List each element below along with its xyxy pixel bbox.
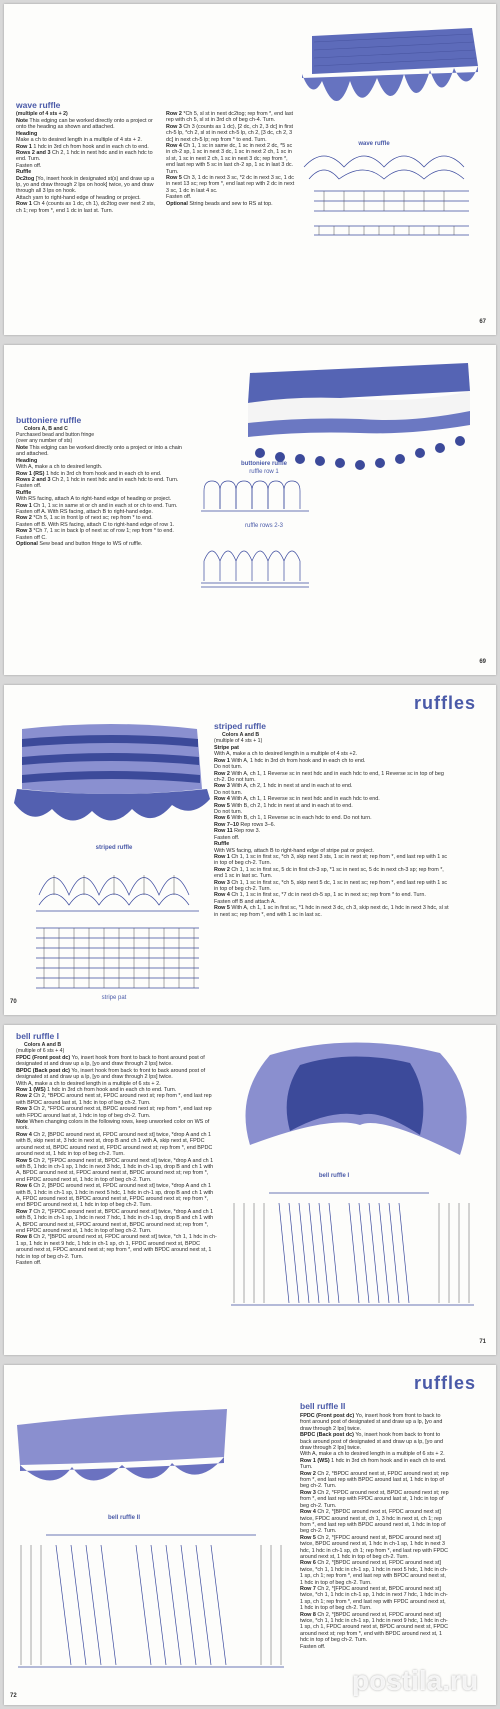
instruction-text: Ch 2, *[FPDC around next st, BPDC around next st] twice, BPDC around next st, 1 hdc in ch-1 sp, 1 hdc in next 3 hdc, 1 hdc in ch-1 sp, ch 1; rep from *, end last rep with FPDC around next st, 1 hdc in top of beg ch-2. Turn. bbox=[300, 1534, 449, 1560]
instruction-text: Ch 2, *BPDC around next st, FPDC around next st; rep from *, end last rep with BPDC around last st, 1 hdc in top of beg ch-2. Turn. bbox=[300, 1470, 449, 1490]
instruction-key: BPDC (Back post dc) bbox=[16, 1067, 70, 1074]
instruction-key: Row 5 bbox=[300, 1534, 316, 1541]
instruction-text: Ch 2, *[FPDC around next st, BPDC around next st] twice, *ch 1, 1 hdc in ch-1 sp, 1 hdc in next 7 hdc, 1 hdc in ch-1 sp, ch 1; rep from *, end last rep with FPDC around next st, 1 hdc in top of beg ch-2. Turn. bbox=[300, 1585, 448, 1612]
instruction-key: Row 2 bbox=[16, 1093, 32, 1100]
instruction-key: Note bbox=[16, 1119, 28, 1126]
instruction-key: Row 2 bbox=[16, 515, 32, 522]
instruction-text: With A, make a ch to desired length in a multiple of 4 sts +2. bbox=[214, 751, 358, 758]
page-72 bbox=[4, 1365, 496, 1705]
wave-ruffle-diagram bbox=[304, 151, 476, 241]
instruction-line bbox=[214, 854, 452, 867]
instruction-key: Row 11 bbox=[214, 828, 233, 835]
striped-ruffle-title: striped ruffle bbox=[214, 721, 266, 731]
page-69 bbox=[4, 345, 496, 675]
bell1-diagram-label: bell ruffle I bbox=[318, 1173, 350, 1179]
instruction-text: With A, ch 1, 1 Reverse sc in next hdc and in each hdc to end. bbox=[229, 796, 380, 803]
instruction-text: Fasten off. bbox=[16, 1260, 42, 1266]
instruction-line bbox=[16, 1260, 218, 1266]
page-number: 67 bbox=[479, 319, 486, 325]
bell-ruffle-1-photo bbox=[240, 1035, 476, 1165]
instruction-line bbox=[16, 1093, 218, 1106]
buttoniere-rows23-label: ruffle rows 2-3 bbox=[245, 523, 283, 529]
bell-ruffle-1-diagram bbox=[229, 1183, 479, 1313]
instruction-text: Ch 2, *FPDC around next st, BPDC around next st; rep from *, end last rep with FPDC around last st, 1 hdc in top of beg ch-2. Turn. bbox=[16, 1106, 212, 1119]
instruction-line bbox=[166, 201, 296, 207]
instruction-key: Row 5 bbox=[16, 1157, 32, 1164]
instruction-text: 1 hdc in 3rd ch from hook and in each ch to end. bbox=[31, 143, 149, 150]
instruction-text: Ch 2, *[BPDC around next st, FPDC around next st] twice, *ch 1, 1 hdc in ch-1 sp, 1 hdc in next 9 hdc, 1 hdc in ch-1 sp, ch 1, FPDC around next st, BPDC around next st, FPDC around next st; rep from *, end with BPDC around next st, 1 hdc in top of beg ch-2. Turn. bbox=[300, 1611, 449, 1644]
instruction-text: Fasten off A. With RS facing, attach B to right-hand edge. bbox=[16, 509, 153, 516]
instruction-text: *Ch 7, 1 sc in back lp of next sc of row 1; rep from * to end. bbox=[31, 528, 174, 535]
bell-ruffle-2-title: bell ruffle II bbox=[300, 1401, 346, 1411]
instruction-line bbox=[16, 1055, 218, 1068]
instruction-line bbox=[166, 124, 296, 143]
instruction-text: Yo, insert hook from back to front to back around post of designated st and draw up a lp, [yo and draw through 2 lps] twice. bbox=[300, 1432, 443, 1452]
instruction-text: With B, ch 1, 1 Reverse sc in each hdc to end. Do not turn. bbox=[229, 815, 372, 822]
instruction-text: Rep rows 3–6. bbox=[238, 821, 276, 828]
bell-ruffle-2-photo bbox=[12, 1405, 232, 1495]
striped-diagram-label: striped ruffle bbox=[95, 845, 133, 851]
instruction-key: Row 5 bbox=[214, 905, 230, 912]
bell1-sts: (multiple of 6 sts + 4) bbox=[16, 1048, 65, 1054]
instruction-text: Fasten off B and attach A. bbox=[214, 898, 276, 905]
instruction-text: Fasten off. bbox=[16, 162, 42, 169]
instruction-text: With A, 1 hdc in 3rd ch from hook and in each ch to end. bbox=[229, 757, 366, 764]
instruction-text: Rep row 3. bbox=[232, 828, 261, 835]
instruction-key: Row 3 bbox=[16, 1106, 32, 1113]
instruction-line bbox=[166, 175, 296, 194]
instruction-key: Row 8 bbox=[16, 1234, 32, 1241]
wave-ruffle-title: wave ruffle bbox=[16, 100, 61, 110]
instruction-key: Row 1 bbox=[214, 757, 230, 764]
wave-ruffle-photo bbox=[292, 26, 482, 126]
instruction-line bbox=[16, 1106, 218, 1119]
page-67 bbox=[4, 4, 496, 335]
instruction-line bbox=[16, 541, 192, 547]
buttoniere-sts: (over any number of sts) bbox=[16, 438, 73, 444]
instruction-text: With RS facing, attach A to right-hand edge of heading or project. bbox=[16, 496, 172, 503]
instruction-text: Fasten off C. bbox=[16, 534, 47, 541]
page-71 bbox=[4, 1025, 496, 1355]
page-number: 71 bbox=[479, 1339, 486, 1345]
instruction-text: With WS facing, attach B to right-hand edge of stripe pat or project. bbox=[214, 847, 375, 854]
instruction-line bbox=[16, 176, 158, 195]
wave-ruffle-subtitle: (multiple of 4 sts + 2) bbox=[16, 111, 68, 117]
instruction-text: Attach yarn to right-hand edge of heading or project. bbox=[16, 194, 141, 201]
instruction-key: Rows 2 and 3 bbox=[16, 477, 51, 484]
instruction-key: Note bbox=[16, 118, 28, 124]
bell-ruffle-2-diagram bbox=[16, 1525, 286, 1675]
instruction-text: With A, ch 1, 1 sc in first sc, *1 hdc in next 3 dc, ch 3, skip next dc, 1 hdc in next 3 hdc, sl st in next sc; rep from *, end with 1 sc in last sc. bbox=[214, 905, 449, 918]
instruction-key: Rows 2 and 3 bbox=[16, 150, 51, 157]
instruction-text: Ch 2, 1 hdc in next hdc and in each hdc to end. Turn. bbox=[16, 150, 153, 163]
instruction-key: Row 6 bbox=[214, 815, 230, 822]
bell1-colors: Colors A and B bbox=[24, 1042, 62, 1048]
instruction-key: Stripe pat bbox=[214, 745, 239, 751]
buttoniere-colors: Colors A, B and C bbox=[24, 426, 68, 432]
instruction-key: Row 4 bbox=[16, 1131, 32, 1138]
instruction-line bbox=[300, 1560, 450, 1586]
page-70 bbox=[4, 685, 496, 1015]
striped-ruffle-diagram bbox=[34, 855, 204, 915]
instruction-text: Ch 2, [BPDC around next st, FPDC around next st] twice, *drop A and ch 1 with B, 1 hdc in ch-1 sp, 1 hdc in next 5 hdc, 1 hdc in ch-1 sp, drop B and ch 1 with A, FPDC around next st, BPDC around next st, FPDC around next st; rep from *, end BPDC around next st, 1 hdc in top of beg ch-2. Turn. bbox=[16, 1183, 214, 1209]
instruction-key: Row 7 bbox=[300, 1585, 316, 1592]
instruction-key: Row 1 (RS) bbox=[16, 470, 45, 477]
instruction-text: Ch 2, *[BPDC around next st, FPDC around next st] twice, *ch 1, 1 hdc in ch-1 sp, 1 hdc in next 9 hdc, 1 hdc in ch-1 sp, ch 1, FPDC around next st, BPDC around next st, FPDC around next st; rep from *, end with BPDC around next st, 1 hdc in top of beg ch-2. Turn. bbox=[16, 1234, 217, 1260]
buttoniere-ruffle-title: buttoniere ruffle bbox=[16, 415, 82, 425]
instruction-line bbox=[300, 1644, 450, 1650]
instruction-key: Row 3 bbox=[214, 783, 230, 790]
page-number: 69 bbox=[479, 659, 486, 665]
instruction-key: BPDC (Back post dc) bbox=[300, 1432, 354, 1439]
instruction-key: Row 3 bbox=[214, 879, 230, 886]
instruction-key: Optional bbox=[16, 541, 38, 548]
striped-ruffle-photo bbox=[12, 719, 212, 839]
instruction-key: Row 5 bbox=[166, 175, 182, 182]
instruction-line bbox=[16, 201, 158, 214]
instruction-text: Ch 2, 1 hdc in next hdc and in each hdc to end. Turn. bbox=[50, 477, 179, 484]
instruction-key: FPDC (Front post dc) bbox=[16, 1055, 71, 1061]
instruction-line bbox=[214, 905, 452, 918]
instruction-text: Ch 1, 1 sc in first sc, *7 dc in next ch-5 sp, 1 sc in next sc; rep from * to end. Turn. bbox=[229, 892, 426, 899]
instruction-key: Row 6 bbox=[16, 1183, 32, 1190]
instruction-text: With B, ch 2, 1 hdc in next st and in each st to end. bbox=[229, 802, 353, 809]
instruction-line bbox=[166, 143, 296, 175]
instruction-key: Row 4 bbox=[214, 892, 230, 899]
instruction-text: Ch 3 (counts as 1 dc), [2 dc, ch 2, 3 dc] in first ch-5 lp, *ch 2, sl st in next ch-5 lp, ch 2, [3 dc, ch 2, 3 dc] in next ch-5 lp; rep from * to end. Turn. bbox=[166, 123, 294, 143]
instruction-line bbox=[300, 1509, 450, 1535]
instruction-line bbox=[16, 118, 158, 131]
instruction-key: Ruffle bbox=[16, 169, 32, 176]
instruction-key: Row 1 (WS) bbox=[300, 1457, 330, 1464]
instruction-text: Ch 1, 1 sc in first sc, 5 dc in first ch-3 sp, *1 sc in next sc, 5 dc in next ch-3 sp; rep from *, end 1 sc in last sc. Turn. bbox=[214, 866, 444, 880]
instruction-key: Row 4 bbox=[300, 1509, 316, 1516]
instruction-key: Row 7–10 bbox=[214, 821, 239, 828]
instruction-text: Do not turn. bbox=[214, 764, 243, 771]
instruction-text: This edging can be worked directly onto a project or onto the heading as shown and attached. bbox=[16, 118, 153, 131]
buttoniere-diagram-label: buttoniere ruffle bbox=[241, 461, 287, 467]
watermark: postila.ru bbox=[351, 1665, 478, 1696]
instruction-line bbox=[300, 1471, 450, 1490]
instruction-line bbox=[214, 771, 452, 784]
instruction-key: Row 2 bbox=[214, 770, 230, 777]
instruction-key: Row 1 bbox=[16, 201, 32, 208]
instruction-line bbox=[300, 1586, 450, 1612]
instruction-key: Row 1 bbox=[214, 853, 230, 860]
instruction-line bbox=[16, 1183, 218, 1209]
buttoniere-rows23-diagram bbox=[199, 531, 319, 591]
instruction-line bbox=[300, 1490, 450, 1509]
instruction-key: Row 2 bbox=[166, 111, 182, 117]
bell2-right-column bbox=[300, 1413, 450, 1650]
stripe-pat-diagram bbox=[34, 923, 204, 993]
instruction-line bbox=[300, 1612, 450, 1644]
instruction-line bbox=[300, 1458, 450, 1471]
instruction-key: Row 7 bbox=[16, 1208, 32, 1215]
buttoniere-row1-label: ruffle row 1 bbox=[249, 469, 279, 475]
instruction-line bbox=[300, 1432, 450, 1451]
instruction-text: Fasten off B. With RS facing, attach C to right-hand edge of row 1. bbox=[16, 521, 175, 528]
instruction-text: Yo, insert hook from front to back to front around post of designated st and draw up a lp, [yo and draw through 2 lps] twice. bbox=[300, 1413, 443, 1432]
instruction-key: Optional bbox=[166, 200, 188, 207]
wave-ruffle-right-column bbox=[166, 111, 296, 207]
instruction-line bbox=[166, 111, 296, 124]
instruction-text: Ch 2, *[BPDC around next st, FPDC around next st] twice, FPDC around next st, ch 1, 3 hdc in next st, ch 1; rep from *, end last rep with BPDC around next st, 1 hdc in top of beg ch-2. Turn. bbox=[300, 1509, 446, 1535]
instruction-line bbox=[16, 1209, 218, 1235]
instruction-text: Ch 2, *FPDC around next st, BPDC around next st; rep from *, end last rep with FPDC around last st, 1 hdc in top of beg ch-2. Turn. bbox=[300, 1489, 449, 1509]
instruction-line bbox=[16, 1132, 218, 1158]
instruction-text: With A, ch 2, 1 hdc in next st and in each st to end. bbox=[229, 783, 353, 790]
instruction-text: Yo, insert hook from back to front to back around post of designated st and draw up a lp, [yo and draw through 2 lps] twice. bbox=[16, 1067, 206, 1081]
instruction-key: Dc2tog bbox=[16, 175, 35, 182]
instruction-text: String beads and sew to RS at top. bbox=[187, 200, 273, 207]
section-header: ruffles bbox=[413, 693, 476, 713]
buttoniere-row1-diagram bbox=[199, 477, 319, 517]
page-number: 70 bbox=[10, 999, 17, 1005]
instruction-text: 1 hdc in 3rd ch from hook and in each ch to end. Turn. bbox=[300, 1457, 447, 1471]
instruction-key: Row 3 bbox=[300, 1489, 316, 1496]
instruction-text: 1 hdc in 3rd ch from hook and in each ch to end. Turn. bbox=[45, 1087, 177, 1094]
instruction-text: Sew bead and button fringe to WS of ruffle. bbox=[37, 541, 143, 548]
instruction-key: Ruffle bbox=[16, 489, 32, 496]
instruction-key: Row 8 bbox=[300, 1611, 316, 1618]
instruction-text: With A, ch 1, 1 Reverse sc in next hdc and in each hdc to end, 1 Reverse sc in top of beg ch-2. Do not turn. bbox=[214, 770, 444, 784]
instruction-text: Make a ch to desired length in a multiple of 4 sts + 2. bbox=[16, 137, 143, 144]
instruction-key: Note bbox=[16, 445, 28, 451]
instruction-key: Ruffle bbox=[214, 841, 230, 848]
instruction-line bbox=[16, 477, 192, 483]
instruction-text: Ch 2, *[FPDC around next st, BPDC around next st] twice, *drop A and ch 1 with B, 1 hdc in ch-1 sp, 1 hdc in next 7 hdc, 1 hdc in ch-1 sp, drop B and ch 1 with A, BPDC around next st, FPDC around next st, BPDC around next st; rep from *, end FPDC around next st, 1 hdc in top of beg ch-2. Turn. bbox=[16, 1208, 214, 1234]
instruction-line bbox=[214, 867, 452, 880]
instruction-text: Fasten off. bbox=[214, 834, 240, 841]
instruction-key: Row 5 bbox=[214, 802, 230, 809]
instruction-key: Row 2 bbox=[214, 866, 230, 873]
instruction-key: Row 6 bbox=[300, 1560, 316, 1567]
instruction-text: Fasten off. bbox=[16, 483, 42, 490]
instruction-text: Ch 1, 1 sc in first sc, *ch 5, skip next 5 dc, 1 sc in next sc; rep from *, end last rep with 1 sc in top of beg ch-2. Turn. bbox=[214, 879, 448, 892]
bell2-diagram-label: bell ruffle II bbox=[107, 1515, 140, 1521]
instruction-text: *Ch 5, sl st in next dc2tog; rep from *, end last rep with ch 5, sl st in 3rd ch of beg ch-4. Turn. bbox=[166, 111, 294, 124]
instruction-key: FPDC (Front post dc) bbox=[300, 1413, 355, 1419]
instruction-key: Row 1 bbox=[16, 502, 32, 509]
instruction-key: Row 1 (WS) bbox=[16, 1087, 46, 1094]
instruction-text: Ch 3, 1 dc in next 3 sc, *2 dc in next 3 sc, 1 dc in next 13 sc; rep from *, end last rep with 2 dc in next 3 sc, 1 dc in last 4 sc. bbox=[166, 175, 295, 194]
instruction-key: Row 3 bbox=[16, 528, 32, 535]
page-number: 72 bbox=[10, 1693, 17, 1699]
instruction-line bbox=[16, 1068, 218, 1081]
instruction-key: Row 3 bbox=[166, 123, 182, 130]
instruction-key: Row 2 bbox=[300, 1470, 316, 1477]
instruction-text: Do not turn. bbox=[214, 809, 243, 816]
instruction-line bbox=[16, 1119, 218, 1132]
instruction-text: Ch 1, 1 sc in same dc, 1 sc in next 2 dc, *5 sc in ch-2 sp, 1 sc in next 3 dc, 1 sc in next 2 ch, 1 sc in sl st, 1 sc in next 2 ch, 1 sc in next 3 dc; rep from *, end last rep with 5 sc in last ch-2 sp, 1 sc in last 3 dc. Turn. bbox=[166, 143, 294, 175]
instruction-text: *Ch 5, 1 sc in front lp of next sc; rep from * to end. bbox=[31, 515, 153, 522]
instruction-line bbox=[16, 1158, 218, 1184]
wave-ruffle-left-column bbox=[16, 118, 158, 214]
instruction-line bbox=[300, 1535, 450, 1561]
instruction-key: Row 1 bbox=[16, 143, 32, 150]
instruction-text: Ch 2, [BPDC around next st, FPDC around next st] twice, *drop A and ch 1 with B, skip next st, 3 hdc in next st, drop B and ch 1 with A, skip next st, FPDC around next st, BPDC around next st, FPDC around next st; rep from *, end BPDC around next st, 1 hdc in top of beg ch-2. Turn. bbox=[16, 1131, 213, 1158]
stripe-pat-label: stripe pat bbox=[101, 995, 127, 1001]
instruction-text: Ch 2, *[FPDC around next st, BPDC around next st] twice, *drop A and ch 1 with B, 1 hdc in ch-1 sp, 1 hdc in next 3 hdc, 1 hdc in ch-1 sp, drop B and ch 1 with A, BPDC around next st, FPDC around next st, BPDC around next st; rep from *, end FPDC around next st, 1 hdc in top of beg ch-2. Turn. bbox=[16, 1157, 214, 1183]
instruction-line bbox=[16, 150, 158, 163]
instruction-line bbox=[16, 445, 192, 458]
bell1-left-column bbox=[16, 1055, 218, 1266]
instruction-text: Ch 2, *BPDC around next st, FPDC around next st; rep from *, end last rep with BPDC around last st, 1 hdc in top of beg ch-2. Turn. bbox=[16, 1093, 212, 1106]
instruction-text: Ch 1, 1 sc in same st or ch and in each st or ch to end. Turn. bbox=[31, 502, 178, 509]
buttoniere-fringe: Purchased bead and button fringe bbox=[16, 432, 95, 438]
instruction-text: With A, make a ch to desired length. bbox=[16, 464, 103, 471]
instruction-text: Yo, insert hook from front to back to front around post of designated st and draw up a lp, [yo and draw through 2 lps] twice. bbox=[16, 1055, 205, 1068]
instruction-line bbox=[214, 880, 452, 893]
buttoniere-left-column bbox=[16, 445, 192, 548]
instruction-key: Heading bbox=[16, 457, 38, 464]
instruction-key: Heading bbox=[16, 130, 38, 137]
striped-colors: Colors A and B bbox=[222, 732, 260, 738]
instruction-line bbox=[300, 1413, 450, 1432]
instruction-text: Ch 4 (counts as 1 dc, ch 1), dc2tog over next 2 sts, ch 1; rep from *, end 1 dc in last st. Turn. bbox=[16, 201, 156, 214]
instruction-text: This edging can be worked directly onto a project or into a chain and attached. bbox=[16, 445, 182, 458]
instruction-text: Ch 2, *[BPDC around next st, FPDC around next st] twice, *ch 1, 1 hdc in ch-1 sp, 1 hdc in next 5 hdc, 1 hdc in ch-1 sp, ch 1; rep from *, end last rep with BPDC around next st, 1 hdc in top of beg ch-2. Turn. bbox=[300, 1560, 448, 1586]
instruction-text: When changing colors in the following rows, keep unworked color on WS of work. bbox=[16, 1119, 210, 1132]
instruction-key: Row 4 bbox=[214, 796, 230, 803]
wave-ruffle-diagram-label: wave ruffle bbox=[358, 141, 390, 147]
striped-sts: (multiple of 4 sts + 1) bbox=[214, 738, 263, 744]
instruction-text: Do not turn. bbox=[214, 789, 243, 796]
instruction-text: Ch 1, 1 sc in first sc, *ch 3, skip next 3 sts, 1 sc in next st; rep from *, end last rep with 1 sc in top of beg ch-2. Turn. bbox=[214, 853, 448, 867]
instruction-text: With A, make a ch to desired length in a multiple of 6 sts + 2. bbox=[16, 1080, 161, 1087]
instruction-text: [Yo, insert hook in designated st(s) and draw up a lp, yo and draw through 2 lps on hook] twice, yo and draw through all 3 lps on hook. bbox=[16, 175, 154, 195]
instruction-line bbox=[16, 1234, 218, 1260]
striped-right-column bbox=[214, 745, 452, 918]
instruction-key: Row 4 bbox=[166, 143, 182, 150]
bell-ruffle-1-title: bell ruffle I bbox=[16, 1031, 59, 1041]
section-header: ruffles bbox=[413, 1373, 476, 1393]
instruction-text: With A, make a ch to desired length in a multiple of 6 sts + 2. bbox=[300, 1451, 445, 1458]
instruction-text: Fasten off. bbox=[166, 194, 192, 201]
instruction-text: 1 hdc in 3rd ch from hook and in each ch to end. bbox=[44, 470, 162, 477]
instruction-text: Fasten off. bbox=[300, 1643, 326, 1650]
